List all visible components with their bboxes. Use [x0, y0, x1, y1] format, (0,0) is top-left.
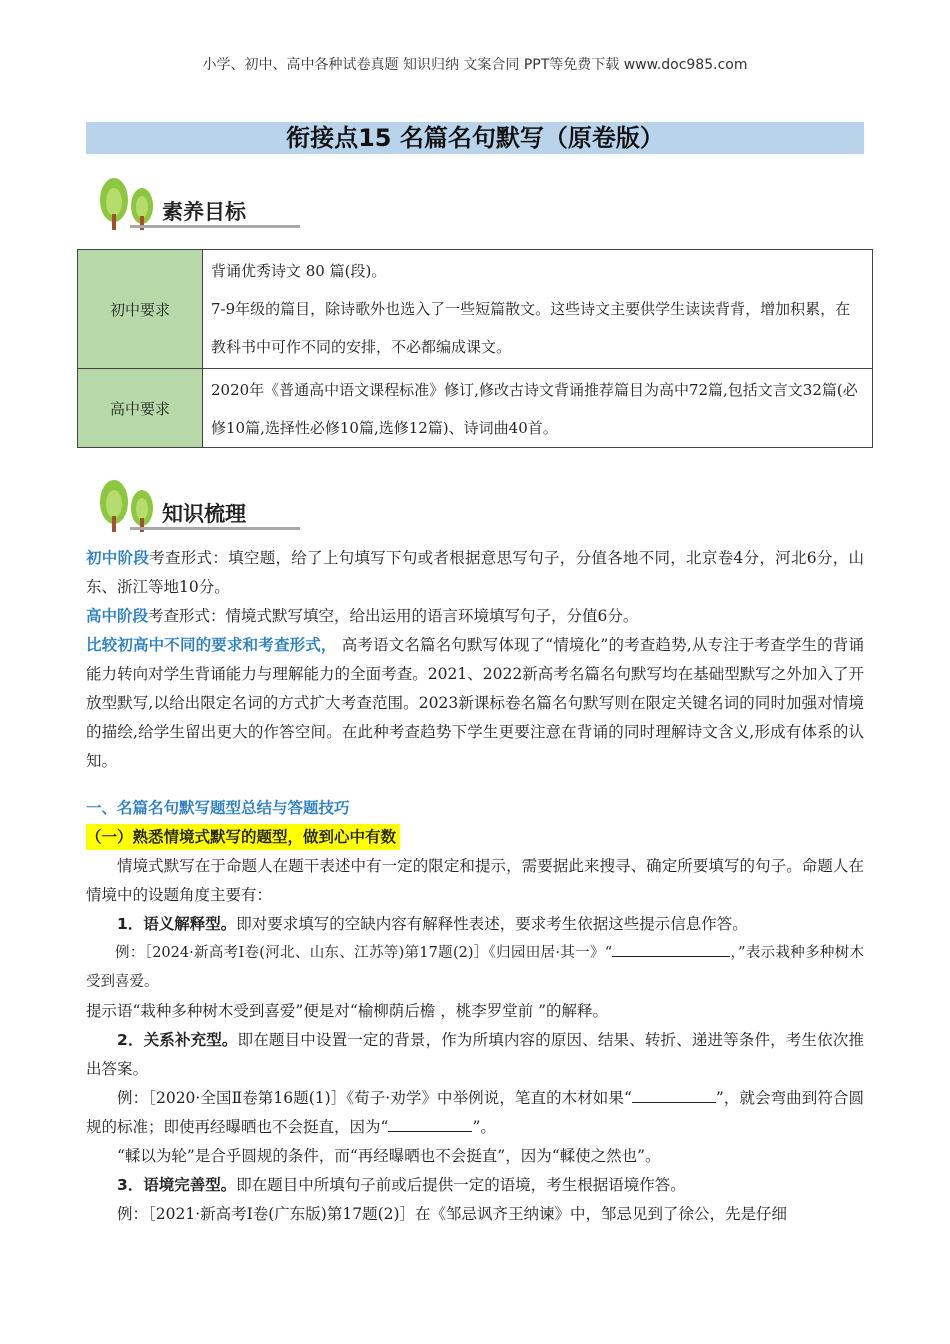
lead-senior: 高中阶段 [86, 607, 149, 625]
type1-note: 提示语“栽种多种树木受到喜爱”便是对“榆柳荫后檐 ，桃李罗堂前 ”的解释。 [86, 1002, 609, 1020]
type1-example [86, 939, 864, 997]
lead-junior: 初中阶段 [86, 549, 150, 567]
types-block [86, 852, 864, 1229]
page-header: 小学、初中、高中各种试卷真题 知识归纳 文案合同 PPT等免费下载 www.doc985.com [202, 57, 748, 73]
paragraph-junior [86, 544, 864, 602]
text-senior: 考查形式：情境式默写填空，给出运用的语言环境填写句子，分值6分。 [148, 607, 639, 625]
row-line: 2020年《普通高中语文课程标准》修订,修改古诗文背诵推荐篇目为高中72篇,包括文言文32篇(必修10篇,选择性必修10篇,选修12篇)、诗词曲40首。 [211, 381, 858, 437]
part-heading: 一、名篇名句默写题型总结与答题技巧 [86, 799, 350, 817]
type2-paragraph [86, 1026, 864, 1084]
type3-example: 例：［2021·新高考Ⅰ卷(广东版)第17题(2)］在《邹忌讽齐王纳谏》中，邹忌见到了徐公，先是仔细 [117, 1205, 788, 1223]
section-label: 知识梳理 [162, 502, 246, 526]
intro-paragraph: 情境式默写在于命题人在题干表述中有一定的限定和提示，需要据此来搜寻、确定所要填写的句子。命题人在情境中的设题角度主要有： [86, 857, 864, 904]
type3-text: 即在题目中所填句子前或后提供一定的语境，考生根据语境作答。 [236, 1176, 686, 1194]
example-text: ”，就会弯曲到符合圆规的标准；即使再经曝晒也不会挺直，因为“ [86, 1089, 864, 1136]
text-compare: 高考语文名篇名句默写体现了“情境化”的考查趋势,从专注于考查学生的背诵能力转向对学生背诵能力与理解能力的全面考查。2021、2022新高考名篇名句默写均在基础型默写之外加入了开放型默写,以给出限定名词的方式扩大考查范围。2023新课标卷名篇名句默写则在限定关键名词的同时加强对情境的描绘,给学生留出更大的作答空间。在此种考查趋势下学生更要注意在背诵的同时理解诗文含义,形成有体系的认知。 [86, 636, 864, 770]
answer-blank [612, 940, 730, 957]
type1-text: 即对要求填写的空缺内容有解释性表述，要求考生依据这些提示信息作答。 [236, 915, 748, 933]
table-row [78, 250, 873, 369]
row-line: 7-9年级的篇目，除诗歌外也选入了一些短篇散文。这些诗文主要供学生读读背背，增加积累，在教科书中可作不同的安排，不必都编成课文。 [211, 300, 851, 356]
lead-compare: 比较初高中不同的要求和考查形式， [86, 636, 337, 654]
row-value-junior [203, 250, 873, 369]
tree-icon [96, 176, 162, 232]
example-text: ”。 [472, 1118, 496, 1136]
example-text: ”表示栽种多种树木受到喜爱。 [86, 945, 865, 990]
type2-note: “輮以为轮”是合乎圆规的条件，而“再经曝晒也不会挺直”，因为“輮使之然也”。 [117, 1147, 661, 1165]
answer-blank [388, 1115, 472, 1132]
sub-heading: （一）熟悉情境式默写的题型，做到心中有数 [86, 824, 400, 850]
row-value-senior [203, 369, 873, 448]
page-title: 衔接点15 名篇名句默写（原卷版） [86, 122, 864, 154]
example-text: 例：［2024·新高考Ⅰ卷(河北、山东、江苏等)第17题(2)］《归园田居·其一》“ [115, 945, 613, 961]
type2-label: 2．关系补充型。 [117, 1031, 238, 1049]
knowledge-block [86, 544, 864, 776]
requirements-table [77, 249, 873, 448]
section-underline [130, 527, 300, 530]
type1-label: 1．语义解释型。 [117, 915, 237, 933]
row-key-senior: 高中要求 [78, 369, 203, 448]
example-text: ， [730, 945, 739, 961]
type2-text: 即在题目中设置一定的背景，作为所填内容的原因、结果、转折、递进等条件，考生依次推出答案。 [86, 1031, 864, 1078]
example-text: 例：［2020·全国Ⅱ卷第16题(1)］《荀子·劝学》中举例说，笔直的木材如果“ [117, 1089, 632, 1107]
type2-example [86, 1084, 864, 1142]
type3-label: 3．语境完善型。 [117, 1176, 237, 1194]
section-heading-goals [96, 176, 296, 232]
answer-blank [632, 1086, 716, 1103]
section-underline [130, 225, 300, 228]
section-label: 素养目标 [162, 200, 246, 224]
type1-paragraph [86, 910, 864, 939]
row-line: 背诵优秀诗文 80 篇(段)。 [211, 262, 387, 280]
tree-icon [96, 478, 162, 534]
table-row [78, 369, 873, 448]
section-heading-knowledge [96, 478, 296, 534]
paragraph-compare [86, 631, 864, 776]
type3-paragraph [86, 1171, 864, 1200]
text-junior: 考查形式：填空题，给了上句填写下句或者根据意思写句子，分值各地不同，北京卷4分，河北6分，山东、浙江等地10分。 [86, 549, 864, 596]
paragraph-senior [86, 602, 864, 631]
row-key-junior: 初中要求 [78, 250, 203, 369]
